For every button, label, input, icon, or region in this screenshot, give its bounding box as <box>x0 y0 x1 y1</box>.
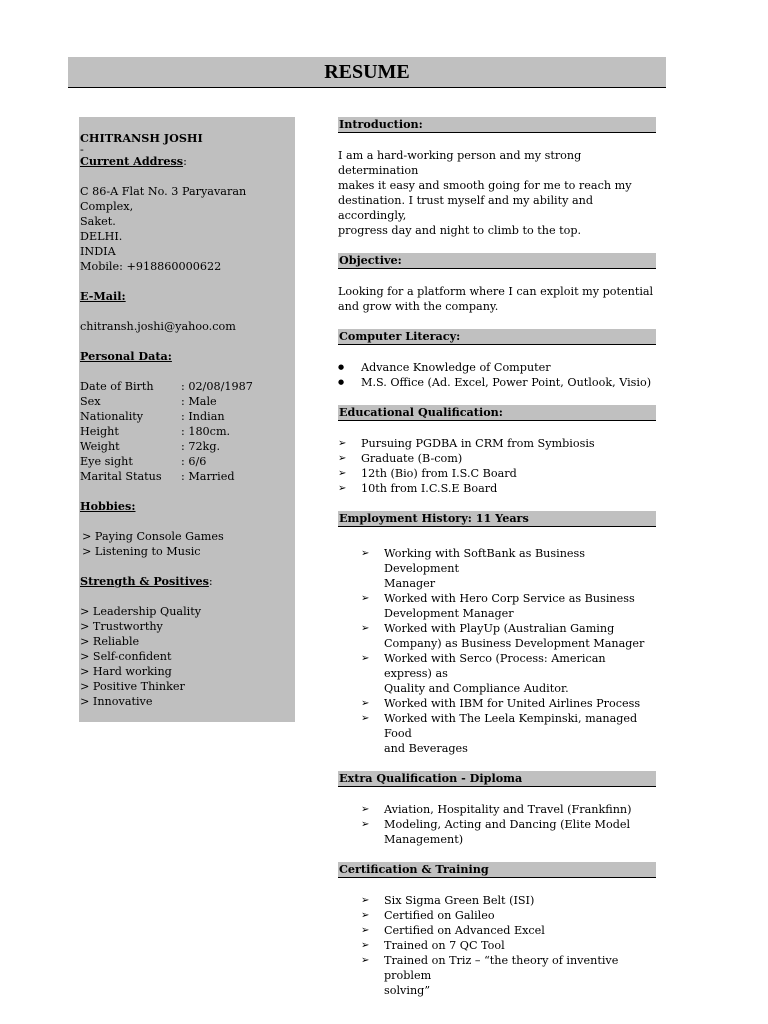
name-dash: - <box>80 143 84 156</box>
strength-item: > Innovative <box>80 695 153 708</box>
education-list <box>338 436 656 496</box>
personal-row <box>80 409 294 424</box>
personal-data-label: Personal Data: <box>80 349 172 363</box>
strength-item: > Hard working <box>80 665 172 678</box>
hobby-item: > Listening to Music <box>82 545 201 558</box>
personal-key: Marital Status <box>80 470 162 483</box>
line: Worked with Hero Corp Service as Business <box>384 592 635 605</box>
email-label: E-Mail: <box>80 289 126 303</box>
strength-item: > Trustworthy <box>80 620 163 633</box>
line: Aviation, Hospitality and Travel (Frankfinn) <box>384 803 632 816</box>
intro-line: destination. I trust myself and my ability and accordingly, <box>338 194 594 222</box>
line: Company) as Business Development Manager <box>384 637 645 650</box>
list-item <box>338 711 656 756</box>
list-item <box>338 908 656 923</box>
line: Quality and Compliance Auditor. <box>384 682 569 695</box>
hobbies-label: Hobbies: <box>80 499 136 513</box>
address-line: DELHI. <box>80 230 123 243</box>
introduction-heading: Introduction: <box>338 117 656 133</box>
intro-line: makes it easy and smooth going for me to reach my <box>338 179 632 192</box>
line: Trained on Triz – “the theory of inventive problem <box>384 954 619 982</box>
strength-item: > Self-confident <box>80 650 172 663</box>
personal-value: : Male <box>181 395 217 408</box>
personal-value: : Indian <box>181 410 225 423</box>
candidate-name: CHITRANSH JOSHI <box>80 131 203 145</box>
list-item <box>338 893 656 908</box>
list-item: ➢ 10th from I.C.S.E Board <box>338 481 656 496</box>
employment-heading: Employment History: 11 Years <box>338 511 656 527</box>
personal-key: Sex <box>80 395 101 408</box>
list-item <box>338 938 656 953</box>
line: Worked with PlayUp (Australian Gaming <box>384 622 615 635</box>
address-heading <box>80 154 294 169</box>
line: Manager <box>384 577 436 590</box>
left-sidebar-content <box>80 131 294 709</box>
extra-qualification-heading: Extra Qualification - Diploma <box>338 771 656 787</box>
list-item <box>338 621 656 651</box>
address-colon: : <box>183 155 187 168</box>
list-item: ● M.S. Office (Ad. Excel, Power Point, Outlook, Visio) <box>338 375 656 390</box>
intro-line: progress day and night to climb to the top. <box>338 224 582 237</box>
address-label: Current Address <box>80 154 184 168</box>
personal-row <box>80 454 294 469</box>
line: Worked with Serco (Process: American express) as <box>384 652 606 680</box>
personal-row <box>80 439 294 454</box>
personal-value: : Married <box>181 470 235 483</box>
line: Worked with The Leela Kempinski, managed Food <box>384 712 638 740</box>
extra-qualification-list <box>338 802 656 847</box>
objective-line: and grow with the company. <box>338 300 499 313</box>
list-item <box>338 923 656 938</box>
main-column <box>338 117 656 998</box>
computer-literacy-heading: Computer Literacy: <box>338 329 656 345</box>
line: solving” <box>384 984 431 997</box>
certification-list <box>338 893 656 998</box>
personal-row <box>80 394 294 409</box>
list-item <box>338 591 656 621</box>
line: Certified on Advanced Excel <box>384 924 545 937</box>
list-item: ● Advance Knowledge of Computer <box>338 360 656 375</box>
line: Development Manager <box>384 607 514 620</box>
list-item <box>338 802 656 817</box>
strength-label: Strength & Positives <box>80 574 209 588</box>
certification-heading: Certification & Training <box>338 862 656 878</box>
address-line: C 86-A Flat No. 3 Paryavaran Complex, <box>80 185 247 213</box>
personal-value: : 6/6 <box>181 455 207 468</box>
line: Modeling, Acting and Dancing (Elite Model <box>384 818 631 831</box>
list-item: ➢ Graduate (B-com) <box>338 451 656 466</box>
education-heading: Educational Qualification: <box>338 405 656 421</box>
list-item <box>338 696 656 711</box>
personal-value: : 180cm. <box>181 425 231 438</box>
left-sidebar <box>79 117 295 722</box>
objective-heading: Objective: <box>338 253 656 269</box>
line: Working with SoftBank as Business Development <box>384 547 586 575</box>
list-item <box>338 651 656 696</box>
resume-title: RESUME <box>324 61 410 83</box>
address-line: Saket. <box>80 215 116 228</box>
list-item <box>338 953 656 998</box>
personal-row <box>80 424 294 439</box>
personal-row <box>80 469 294 484</box>
list-item <box>338 817 656 847</box>
objective-line: Looking for a platform where I can exploit my potential <box>338 285 654 298</box>
line: Certified on Galileo <box>384 909 495 922</box>
line: Management) <box>384 833 464 846</box>
strength-heading <box>80 574 294 589</box>
strength-item: > Leadership Quality <box>80 605 202 618</box>
mobile-number: Mobile: +918860000622 <box>80 260 222 273</box>
personal-value: : 02/08/1987 <box>181 380 253 393</box>
intro-line: I am a hard-working person and my strong determination <box>338 149 582 177</box>
line: Worked with IBM for United Airlines Process <box>384 697 641 710</box>
line: Trained on 7 QC Tool <box>384 939 505 952</box>
employment-list <box>338 546 656 756</box>
personal-value: : 72kg. <box>181 440 221 453</box>
strength-item: > Reliable <box>80 635 140 648</box>
personal-key: Height <box>80 425 119 438</box>
line: and Beverages <box>384 742 468 755</box>
hobby-item: > Paying Console Games <box>82 530 224 543</box>
personal-key: Eye sight <box>80 455 133 468</box>
computer-literacy-list <box>338 360 656 390</box>
personal-key: Date of Birth <box>80 380 154 393</box>
address-line: INDIA <box>80 245 116 258</box>
email-address: chitransh.joshi@yahoo.com <box>80 320 236 333</box>
list-item: ➢ 12th (Bio) from I.S.C Board <box>338 466 656 481</box>
strength-item: > Positive Thinker <box>80 680 185 693</box>
personal-row <box>80 379 294 394</box>
personal-data-list <box>80 379 294 484</box>
line: Six Sigma Green Belt (ISI) <box>384 894 535 907</box>
list-item: ➢ Pursuing PGDBA in CRM from Symbiosis <box>338 436 656 451</box>
title-bar <box>68 57 666 88</box>
list-item <box>338 546 656 591</box>
personal-key: Nationality <box>80 410 144 423</box>
personal-key: Weight <box>80 440 120 453</box>
strength-colon: : <box>208 575 213 588</box>
